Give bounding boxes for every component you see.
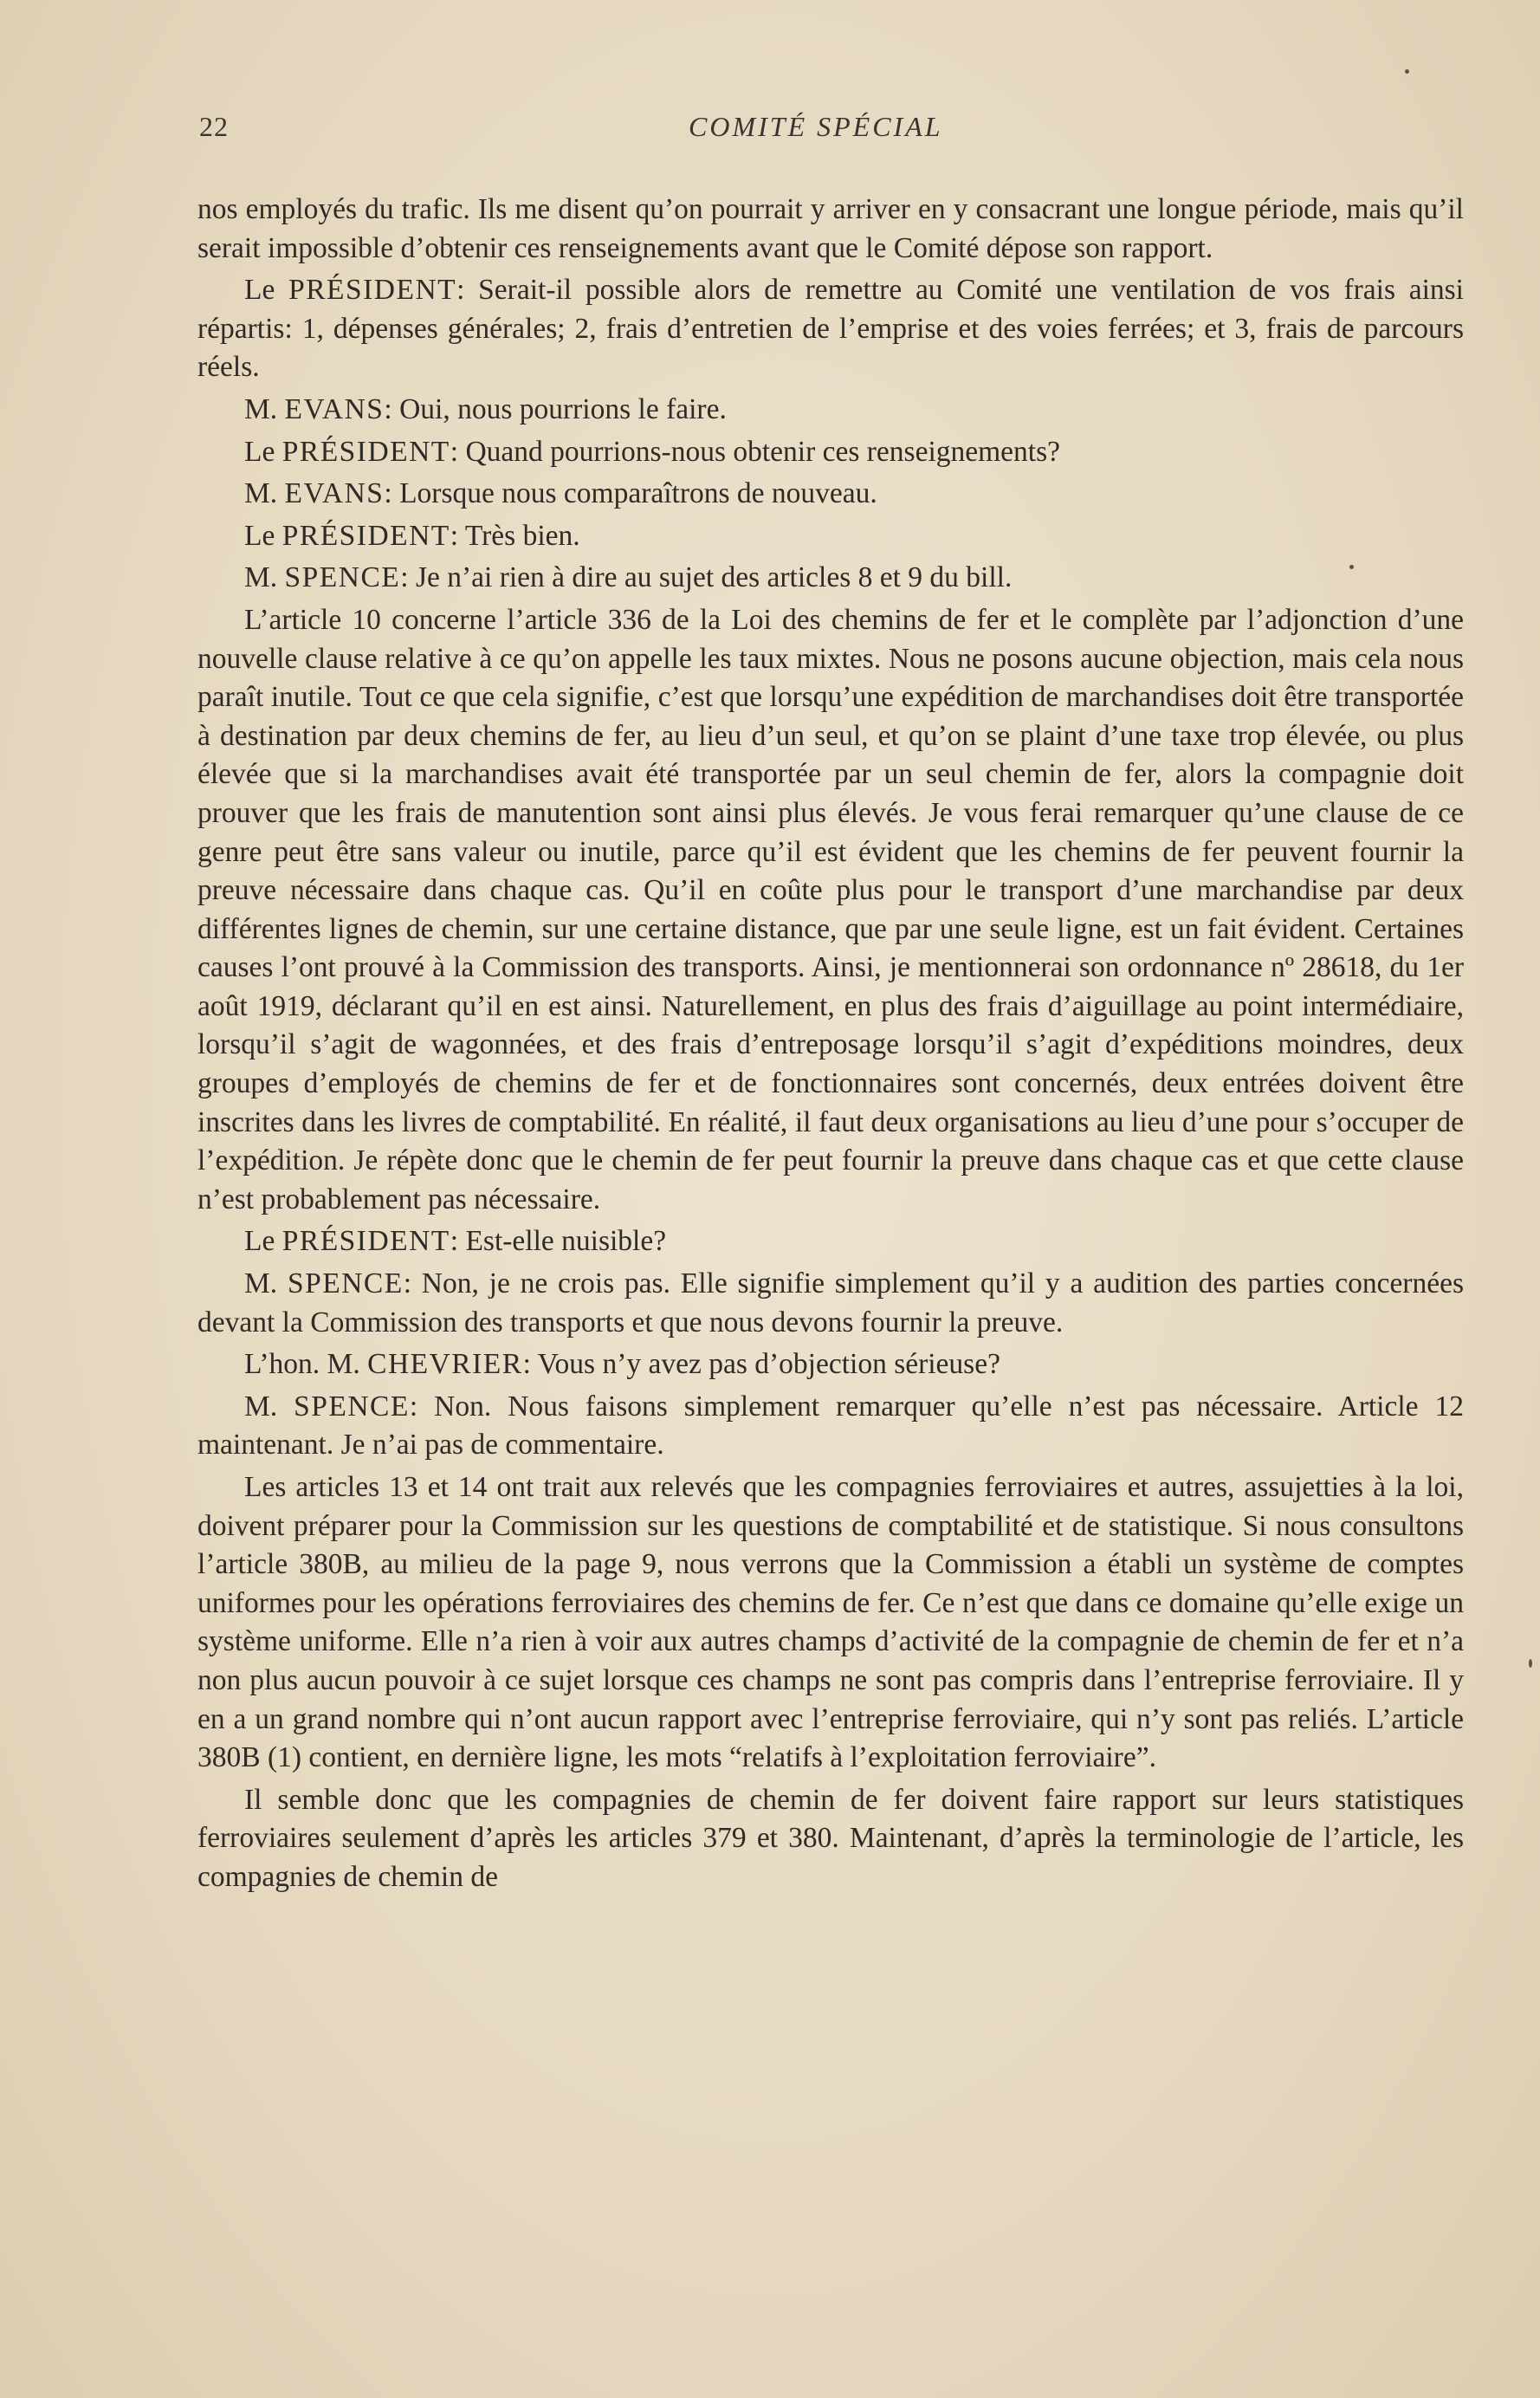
paragraph-text: : Vous n’y avez pas d’objection sérieuse?: [522, 1348, 1000, 1381]
paragraph-text: : Lorsque nous comparaîtrons de nouveau.: [384, 477, 877, 510]
paragraph-12: [197, 1468, 1464, 1778]
paragraph-text: Les articles 13 et 14 ont trait aux relevés que les compagnies ferroviaires et autres, assujetties à la loi, doivent préparer pour la Commission sur les questions de comptabilité et de statistique. Si nous consultons l’article 380B, au milieu de la page 9, nous verrons que la Commission a établi un système de comptes uniformes pour les opérations ferroviaires des chemins de fer. Ce n’est que dans ce domaine qu’elle exige un système uniforme. Elle n’a rien à voir aux autres champs d’activité de la compagnie de chemin de fer et n’a non plus aucun pouvoir à ce sujet lorsque ces champs ne sont pas compris dans l’entreprise ferroviaire. Il y en a un grand nombre qui n’ont aucun rapport avec l’entreprise ferroviaire, qui n’y sont pas reliés. L’article 380B (1) contient, en dernière ligne, les mots “relatifs à l’exploitation ferroviaire”.: [197, 1471, 1464, 1774]
paragraph-3: [197, 433, 1464, 472]
paragraph-8: [197, 1222, 1464, 1261]
speaker-name: SPENCE: [284, 561, 401, 594]
speaker-prefix: Le: [244, 519, 282, 552]
paragraph-text: : Serait-il possible alors de remettre au Comité une ventilation de vos frais ainsi répartis: 1, dépenses générales; 2, frais d’entretien de l’emprise et des voies ferrées; et 3, frais de parcours réels.: [197, 274, 1464, 384]
paragraph-1: [197, 271, 1464, 387]
speaker-prefix: M.: [244, 561, 285, 594]
page-header: [199, 111, 1464, 163]
speaker-name: CHEVRIER: [367, 1348, 523, 1381]
paragraph-text: nos employés du trafic. Ils me disent qu’on pourrait y arriver en y consacrant une longue période, mais qu’il serait impossible d’obtenir ces renseignements avant que le Comité dépose son rapport.: [197, 193, 1464, 264]
speaker-name: PRÉSIDENT: [281, 519, 450, 552]
paragraph-4: [197, 475, 1464, 514]
speaker-name: PRÉSIDENT: [281, 435, 450, 468]
paragraph-text: Il semble donc que les compagnies de chemin de fer doivent faire rapport sur leurs statistiques ferroviaires seulement d’après les articles 379 et 380. Maintenant, d’après la terminologie de l’article, les compagnies de chemin de: [197, 1783, 1464, 1893]
running-title: COMITÉ SPÉCIAL: [689, 111, 943, 142]
paragraph-0: [197, 191, 1464, 268]
paragraph-10: [197, 1345, 1464, 1384]
paragraph-text: : Non, je ne crois pas. Elle signifie simplement qu’il y a audition des parties concernées devant la Commission des transports et que nous devons fournir la preuve.: [197, 1267, 1464, 1338]
speaker-prefix: Le: [244, 1225, 282, 1258]
speaker-prefix: Le: [244, 435, 282, 468]
paragraph-2: [197, 391, 1464, 430]
body-text: [197, 191, 1464, 1901]
speaker-name: EVANS: [284, 477, 385, 510]
speaker-prefix: M.: [244, 1390, 294, 1423]
paragraph-5: [197, 517, 1464, 556]
paragraph-text: : Je n’ai rien à dire au sujet des articles 8 et 9 du bill.: [400, 561, 1013, 594]
paragraph-text: : Quand pourrions-nous obtenir ces renseignements?: [450, 435, 1061, 468]
paragraph-text: : Est-elle nuisible?: [450, 1225, 667, 1258]
speaker-prefix: L’hon. M.: [244, 1348, 368, 1381]
speaker-prefix: M.: [244, 1267, 288, 1300]
paper-speck: [1529, 1659, 1532, 1668]
paragraph-text: : Très bien.: [450, 519, 580, 552]
paragraph-13: [197, 1781, 1464, 1897]
page-number: 22: [199, 111, 229, 142]
speaker-name: SPENCE: [287, 1267, 404, 1300]
paragraph-text: : Oui, nous pourrions le faire.: [384, 392, 727, 425]
speaker-name: EVANS: [284, 392, 385, 425]
paragraph-text: : Non. Nous faisons simplement remarquer qu’elle n’est pas nécessaire. Article 12 maintenant. Je n’ai pas de commentaire.: [197, 1390, 1464, 1461]
speaker-name: PRÉSIDENT: [288, 274, 457, 307]
speaker-name: PRÉSIDENT: [281, 1225, 450, 1258]
paragraph-9: [197, 1265, 1464, 1342]
paragraph-text: L’article 10 concerne l’article 336 de la Loi des chemins de fer et le complète par l’adjonction d’une nouvelle clause relative à ce qu’on appelle les taux mixtes. Nous ne posons aucune objection, mais cela nous paraît inutile. Tout ce que cela signifie, c’est que lorsqu’une expédition de marchandises doit être transportée à destination par deux chemins de fer, au lieu d’un seul, et qu’on se plaint d’une taxe trop élevée, ou plus élevée que si la marchandises avait été transportée par un seul chemin de fer, alors la compagnie doit prouver que les frais de manutention sont ainsi plus élevés. Je vous ferai remarquer qu’une clause de ce genre peut être sans valeur ou inutile, parce qu’il est évident que les chemins de fer peuvent fournir la preuve nécessaire dans chaque cas. Qu’il en coûte plus pour le transport d’une marchandise par deux différentes lignes de chemin, sur une certaine distance, que par une seule ligne, est un fait évident. Certaines causes l’ont prouvé à la Commission des transports. Ainsi, je mentionnerai son ordonnance nº 28618, du 1er août 1919, déclarant qu’il en est ainsi. Naturellement, en plus des frais d’aiguillage au point intermédiaire, lorsqu’il s’agit de wagonnées, et des frais d’entreposage lorsqu’il s’agit d’expéditions moindres, deux groupes d’employés de chemins de fer et de fonctionnaires sont concernés, deux entrées doivent être inscrites dans les livres de comptabilité. En réalité, il faut deux organisations au lieu d’une pour s’occuper de l’expédition. Je répète donc que le chemin de fer peut fournir la preuve dans chaque cas et que cette clause n’est probablement pas nécessaire.: [197, 603, 1464, 1215]
paragraph-11: [197, 1388, 1464, 1465]
speaker-prefix: M.: [244, 392, 285, 425]
paper-speck: [1405, 69, 1409, 74]
speaker-prefix: M.: [244, 477, 285, 510]
paragraph-6: [197, 559, 1464, 598]
paper-speck: [1349, 565, 1354, 569]
speaker-prefix: Le: [244, 274, 289, 307]
speaker-name: SPENCE: [294, 1390, 410, 1423]
paragraph-7: [197, 601, 1464, 1220]
